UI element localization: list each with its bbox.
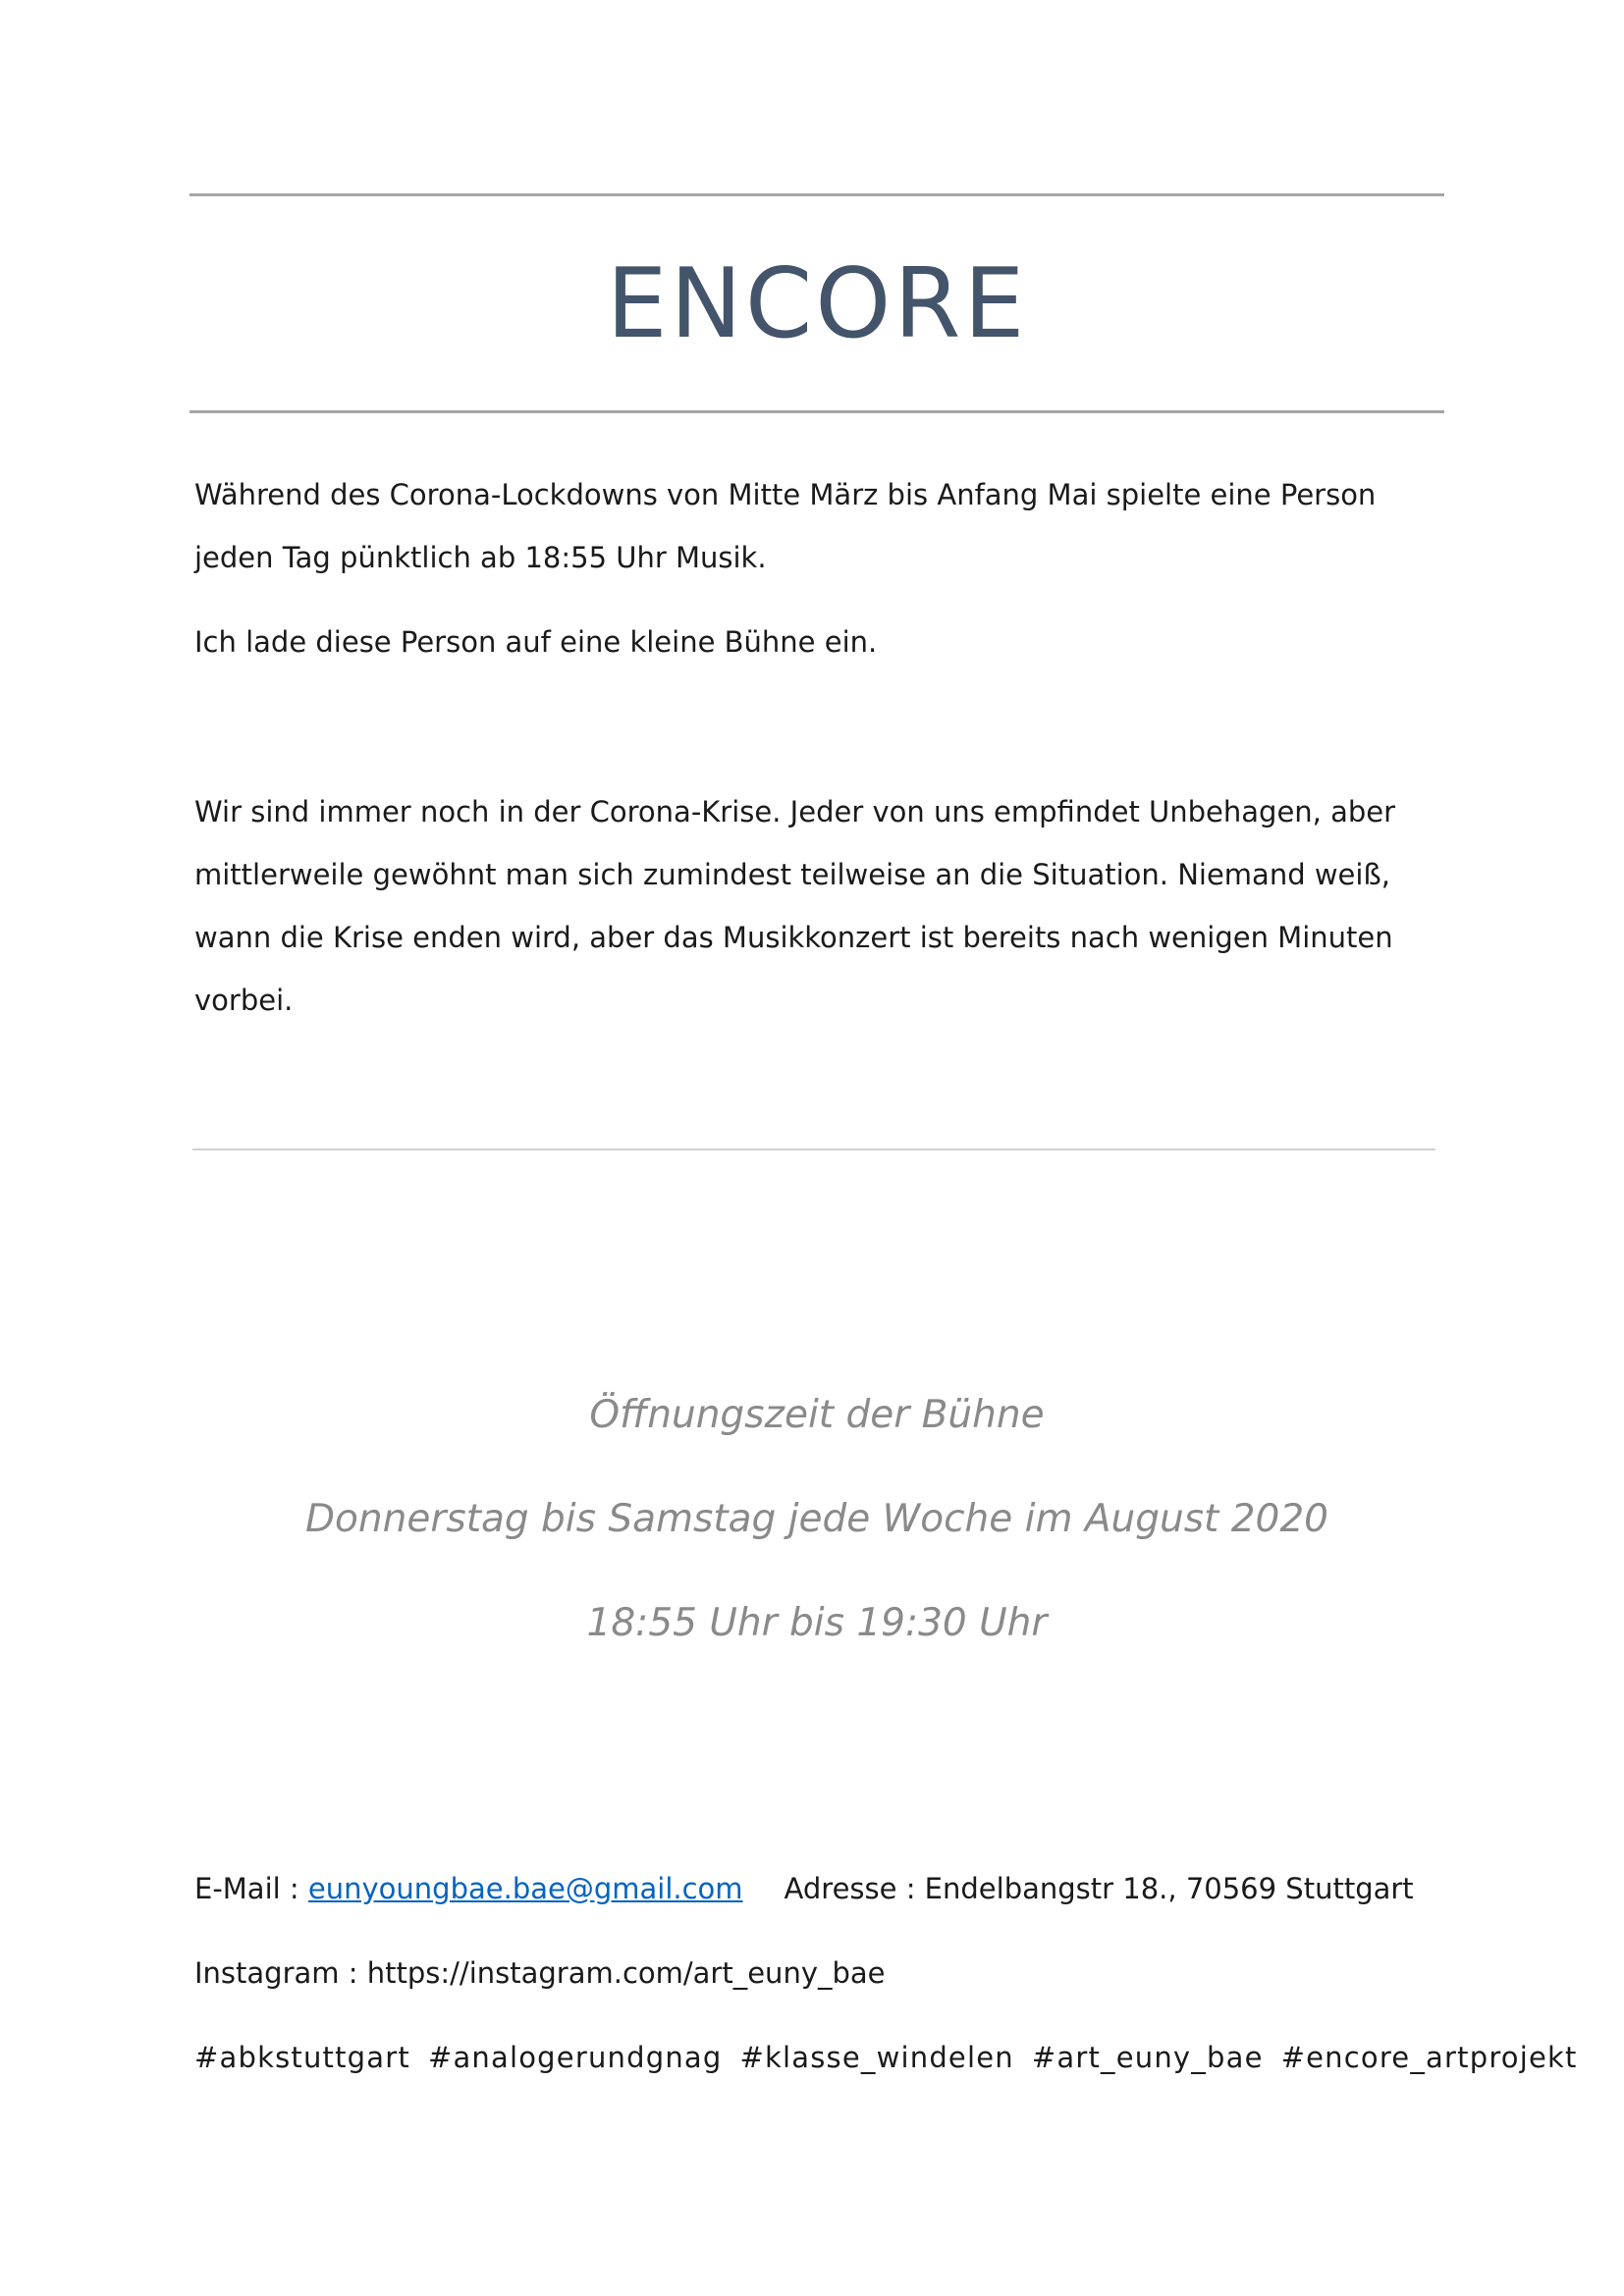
title-divider <box>189 410 1444 413</box>
context-paragraph: Wir sind immer noch in der Corona-Krise. Jeder von uns empfindet Unbehagen, aber mittlerweile gewöhnt man sich zumindest teilweise an die Situation. Niemand weiß, wann die Krise enden wird, aber das Musikkonzert ist bereits nach wenigen Minuten vorbei. <box>194 795 1396 1017</box>
invitation-paragraph: Ich lade diese Person auf eine kleine Bühne ein. <box>194 625 878 659</box>
hashtag: #abkstuttgart <box>194 2041 410 2074</box>
hashtag: #encore_artprojekt <box>1280 2041 1578 2074</box>
hashtag-row <box>194 2036 1578 2079</box>
document-title: ENCORE <box>606 248 1028 360</box>
address-text: Adresse : Endelbangstr 18., 70569 Stuttgart <box>784 1872 1414 1905</box>
schedule-heading: Öffnungszeit der Bühne <box>589 1393 1045 1437</box>
section-divider <box>192 1148 1435 1150</box>
instagram-row: Instagram : https://instagram.com/art_euny_bae <box>194 1956 886 1990</box>
hashtag: #klasse_windelen <box>739 2041 1014 2074</box>
top-divider <box>189 193 1444 196</box>
hashtag: #analogerundgnag <box>427 2041 723 2074</box>
email-link[interactable]: eunyoungbae.bae@gmail.com <box>307 1872 743 1905</box>
contact-row <box>194 1867 1414 1910</box>
hashtag: #art_euny_bae <box>1031 2041 1264 2074</box>
intro-paragraph: Während des Corona-Lockdowns von Mitte März bis Anfang Mai spielte eine Person jeden Tag pünktlich ab 18:55 Uhr Musik. <box>194 478 1377 574</box>
schedule-time: 18:55 Uhr bis 19:30 Uhr <box>586 1601 1048 1645</box>
email-label: E-Mail : <box>194 1872 308 1905</box>
schedule-days: Donnerstag bis Samstag jede Woche im August 2020 <box>305 1497 1328 1541</box>
